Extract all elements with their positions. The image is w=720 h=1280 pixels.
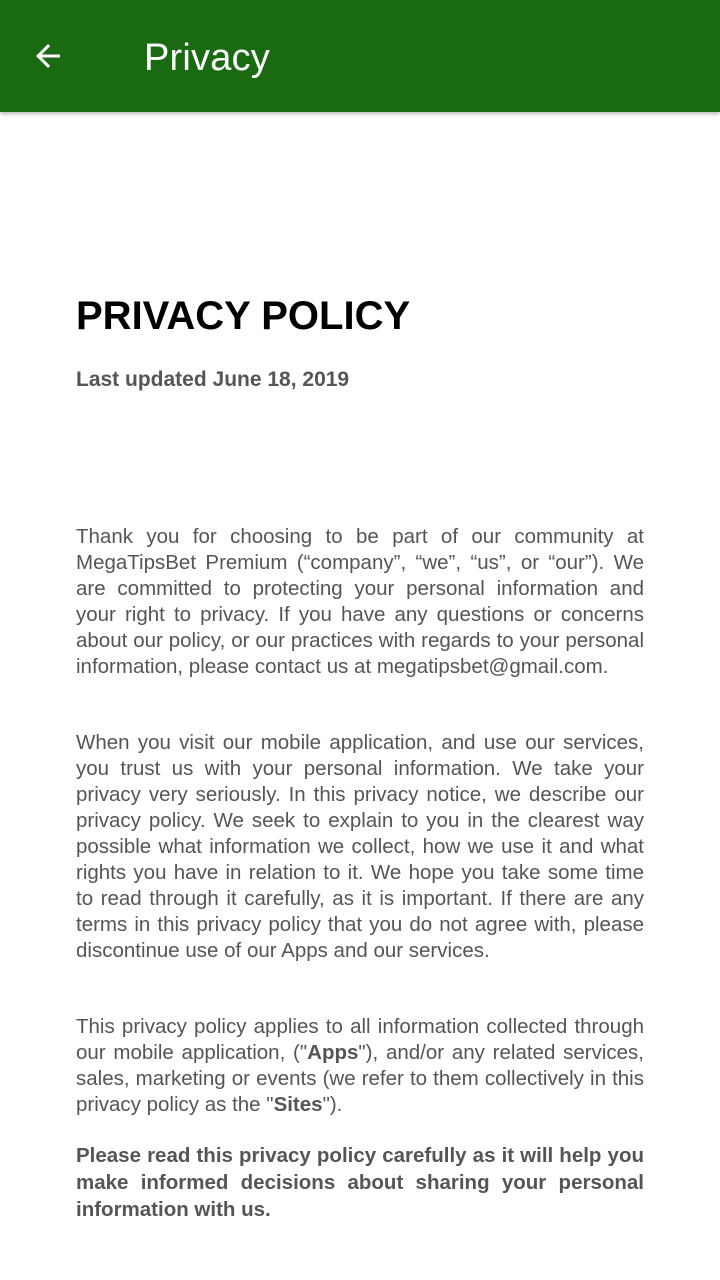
- apps-term: Apps: [307, 1041, 359, 1064]
- intro-paragraph: Thank you for choosing to be part of our community at MegaTipsBet Premium (“company”, “we”, “us”, or “our”). We are committed to protecting your personal information and your right to privacy. If you have any questions or concerns about our policy, or our practices with regards to your personal information, please contact us at megatipsbet@gmail.com.: [76, 525, 644, 678]
- scope-paragraph: [76, 1014, 644, 1118]
- scope-text-3: ").: [322, 1093, 343, 1116]
- arrow-back-icon: [30, 38, 66, 74]
- sites-term: Sites: [273, 1093, 323, 1116]
- scope-text-2: "), and/or any related services, sales, marketing or events (we refer to them collectively in this privacy policy as the ": [76, 1041, 644, 1116]
- scope-text-1: This privacy policy applies to all information collected through our mobile application, (": [76, 1015, 644, 1064]
- read-carefully-paragraph: Please read this privacy policy carefully as it will help you make informed decisions about sharing your personal information with us.: [76, 1144, 644, 1221]
- app-bar-title: Privacy: [144, 37, 270, 79]
- last-updated-date: Last updated June 18, 2019: [76, 368, 350, 391]
- trust-paragraph: When you visit our mobile application, and use our services, you trust us with your personal information. We take your privacy very seriously. In this privacy notice, we describe our privacy policy. We seek to explain to you in the clearest way possible what information we collect, how we use it and what rights you have in relation to it. We hope you take some time to read through it carefully, as it is important. If there are any terms in this privacy policy that you do not agree with, please discontinue use of our Apps and our services.: [76, 731, 644, 962]
- app-bar: [0, 0, 720, 112]
- back-button[interactable]: [16, 24, 80, 88]
- policy-title: PRIVACY POLICY: [76, 294, 411, 338]
